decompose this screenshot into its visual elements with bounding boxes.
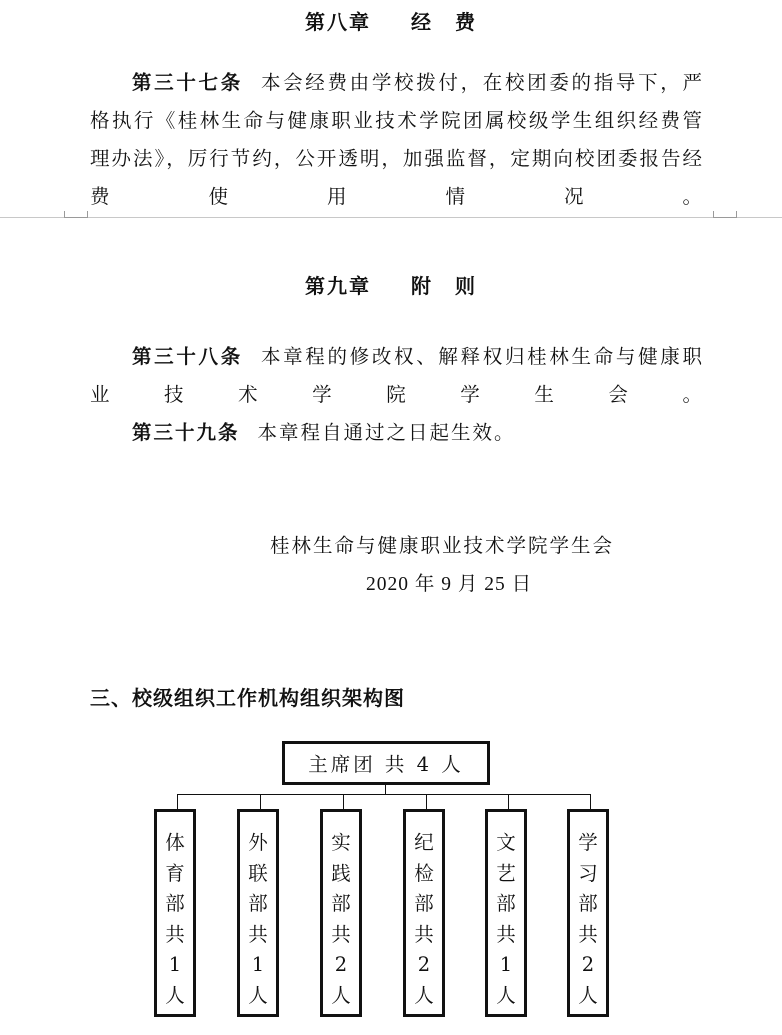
department-count-unit: 人: [248, 983, 268, 1007]
department-count: 1: [251, 953, 265, 976]
org-chart-department-box: [403, 809, 445, 1017]
article-39-text: 本章程自通过之日起生效。: [257, 421, 516, 444]
department-name-char: 学: [578, 831, 598, 854]
page-break-line: [0, 217, 782, 218]
department-count-label: 共: [331, 922, 351, 946]
org-chart-department-box: [237, 809, 279, 1017]
department-name-char: 检: [414, 861, 434, 885]
department-name-char: 部: [248, 892, 268, 915]
department-count: 1: [168, 953, 182, 976]
article-39-label: 第三十九条: [132, 421, 240, 444]
department-name-char: 纪: [414, 831, 434, 854]
department-count: 1: [499, 953, 513, 976]
department-name-char: 外: [248, 831, 268, 854]
department-count-label: 共: [496, 922, 516, 946]
org-chart-connector: [177, 794, 178, 809]
org-chart-department-box: [154, 809, 196, 1017]
org-chart-connector: [426, 794, 427, 809]
org-chart-connector: [260, 794, 261, 809]
org-chart-top-box: 主席团 共 4 人: [282, 741, 490, 785]
page-corner-mark-right: [713, 211, 737, 218]
department-count: 2: [581, 953, 595, 976]
org-chart-department-box: [485, 809, 527, 1017]
department-count-unit: 人: [414, 983, 434, 1007]
chapter-8-heading: [0, 6, 782, 35]
department-name-char: 实: [331, 831, 351, 854]
department-name-char: 部: [331, 892, 351, 915]
signature-organization: 桂林生命与健康职业技术学院学生会: [270, 534, 615, 557]
chapter-9-title: 附 则: [411, 274, 477, 298]
org-chart-branch-line: [178, 794, 591, 795]
org-chart-department-box: [320, 809, 362, 1017]
org-chart-connector: [343, 794, 344, 809]
department-count: 2: [334, 953, 348, 976]
org-chart-trunk-line: [385, 782, 386, 794]
page-corner-mark-left: [64, 211, 88, 218]
section-3-heading: 三、校级组织工作机构组织架构图: [90, 686, 405, 710]
article-38: [90, 338, 704, 414]
org-chart-connector: [508, 794, 509, 809]
signature-date: 2020 年 9 月 25 日: [366, 574, 533, 595]
department-count-unit: 人: [331, 983, 351, 1007]
org-chart-connector: [590, 794, 591, 809]
department-count-unit: 人: [165, 983, 185, 1007]
department-name-char: 艺: [496, 861, 516, 885]
department-count-label: 共: [165, 922, 185, 946]
department-name-char: 部: [578, 892, 598, 915]
department-count-label: 共: [414, 922, 434, 946]
department-name-char: 习: [578, 861, 598, 885]
org-chart-department-box: [567, 809, 609, 1017]
chapter-9-heading: [0, 270, 782, 299]
department-name-char: 部: [414, 892, 434, 915]
article-37: [90, 64, 704, 216]
department-name-char: 践: [331, 861, 351, 885]
chapter-8-title: 经 费: [411, 10, 477, 34]
article-39: [90, 414, 704, 452]
department-name-char: 联: [248, 861, 268, 885]
article-37-text: 本会经费由学校拨付，在校团委的指导下，严格执行《桂林生命与健康职业技术学院团属校级学生组织经费管理办法》，厉行节约，公开透明，加强监督，定期向校团委报告经费使用情况。: [90, 71, 704, 208]
department-name-char: 部: [496, 892, 516, 915]
department-count-label: 共: [578, 922, 598, 946]
chapter-8-label: 第八章: [305, 10, 371, 34]
department-name-char: 体: [165, 831, 185, 854]
article-38-text: 本章程的修改权、解释权归桂林生命与健康职业技术学院学生会。: [90, 345, 704, 406]
article-38-label: 第三十八条: [132, 345, 243, 368]
department-name-char: 育: [165, 861, 185, 885]
chapter-9-label: 第九章: [305, 274, 371, 298]
department-name-char: 部: [165, 892, 185, 915]
department-name-char: 文: [496, 831, 516, 854]
department-count-unit: 人: [496, 983, 516, 1007]
department-count-unit: 人: [578, 983, 598, 1007]
article-37-label: 第三十七条: [132, 71, 243, 94]
department-count-label: 共: [248, 922, 268, 946]
department-count: 2: [417, 953, 431, 976]
